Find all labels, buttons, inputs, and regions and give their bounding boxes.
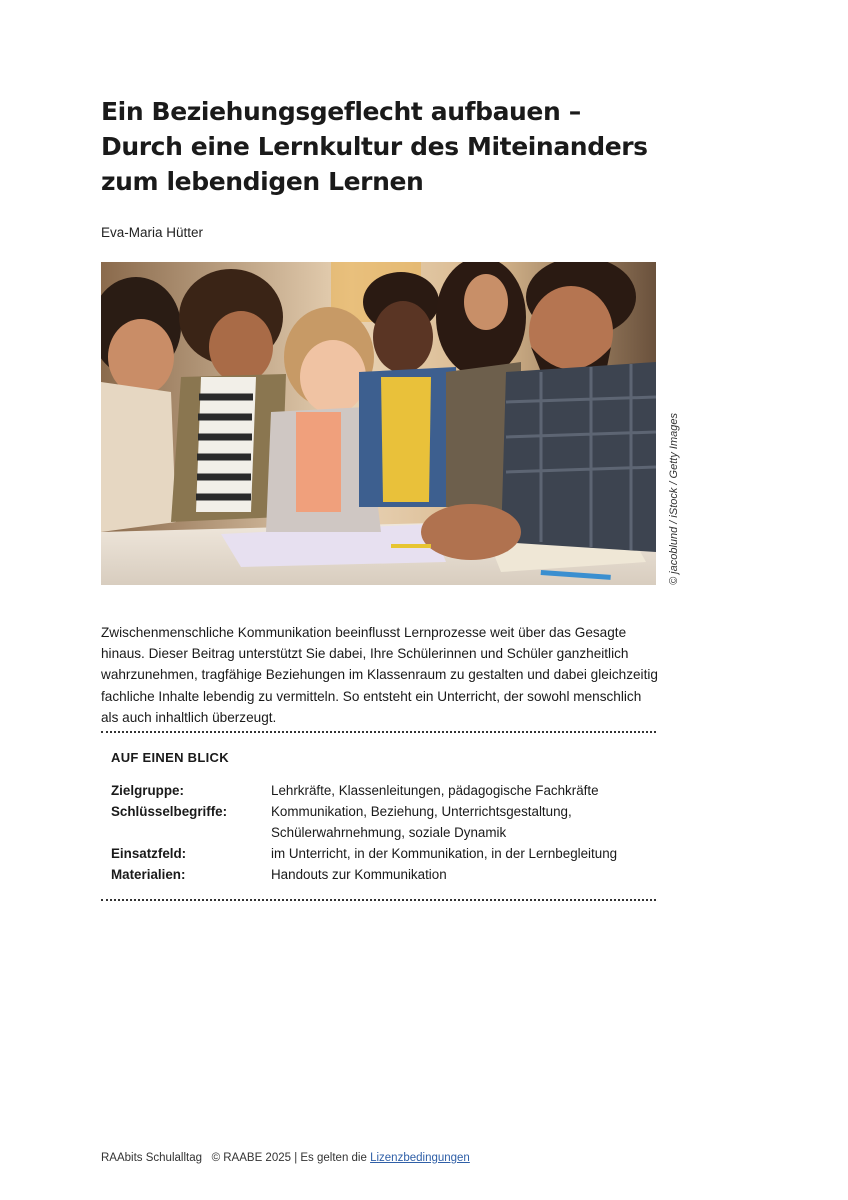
- row-value: Handouts zur Kommunikation: [271, 867, 447, 882]
- footer: [101, 1152, 470, 1164]
- divider-bottom: [101, 899, 656, 901]
- row-label: Materialien:: [111, 867, 186, 882]
- row-label: Einsatzfeld:: [111, 846, 187, 861]
- row-label: Zielgruppe:: [111, 783, 184, 798]
- overview-table: [111, 780, 656, 885]
- overview-row-zielgruppe: [111, 780, 656, 801]
- row-value: Kommunikation, Beziehung, Unterrichtsgestaltung, Schülerwahrnehmung, soziale Dynamik: [271, 804, 572, 840]
- photo-credit: © jacoblund / iStock / Getty Images: [668, 413, 680, 585]
- divider-top: [101, 731, 656, 733]
- page-title: Ein Beziehungsgeflecht aufbauen – Durch eine Lernkultur des Miteinanders zum lebendigen Lernen: [101, 97, 648, 196]
- overview-heading: AUF EINEN BLICK: [111, 750, 229, 765]
- row-label: Schlüsselbegriffe:: [111, 804, 228, 819]
- license-link[interactable]: Lizenzbedingungen: [370, 1152, 470, 1164]
- intro-paragraph: [101, 622, 659, 728]
- overview-row-materialien: [111, 864, 656, 885]
- row-value: im Unterricht, in der Kommunikation, in der Lernbegleitung: [271, 846, 618, 861]
- intro-text: Zwischenmenschliche Kommunikation beeinflusst Lernprozesse weit über das Gesagte hinaus. Dieser Beitrag unterstützt Sie dabei, Ihre Schülerinnen und Schüler ganzheitlich wahrzunehmen, tragfähige Beziehungen im Klassenraum zu gestalten und dabei gleichzeitig fachliche Inhalte lebendig zu vermitteln. So entsteht ein Unterricht, der sowohl menschlich als auch inhaltlich überzeugt.: [101, 625, 658, 725]
- author-name: Eva-Maria Hütter: [101, 225, 204, 240]
- row-value: Lehrkräfte, Klassenleitungen, pädagogische Fachkräfte: [271, 783, 599, 798]
- overview-row-schluesselbegriffe: [111, 801, 656, 843]
- footer-text: RAAbits Schulalltag © RAABE 2025 | Es gelten die: [101, 1152, 371, 1164]
- cover-photo: [101, 262, 656, 585]
- overview-row-einsatzfeld: [111, 843, 656, 864]
